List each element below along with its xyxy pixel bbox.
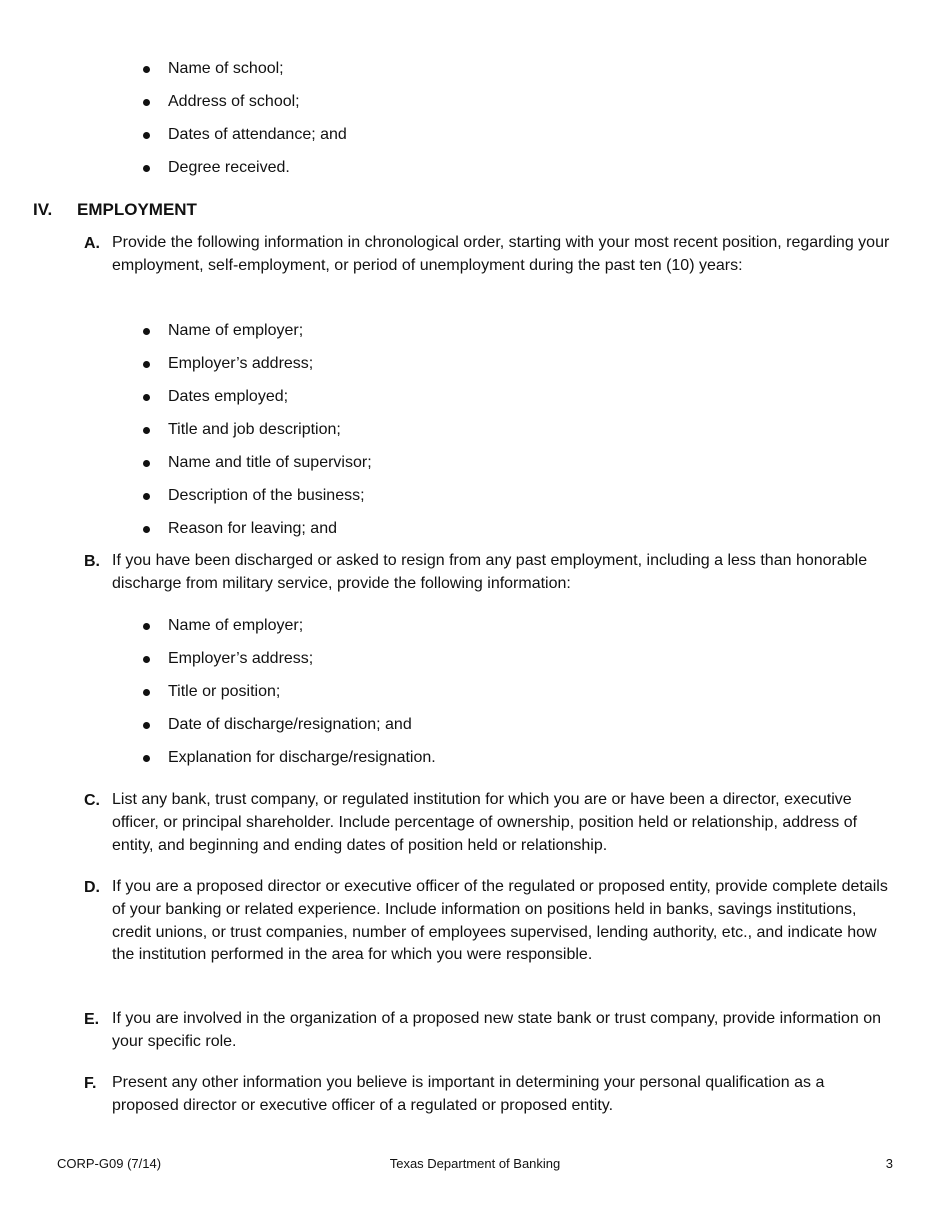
list-item: Name of school; — [0, 58, 950, 80]
footer-agency: Texas Department of Banking — [389, 1156, 561, 1171]
list-item: Degree received. — [0, 157, 950, 179]
bullet-icon — [143, 656, 150, 663]
bullet-icon — [143, 722, 150, 729]
list-item: Dates employed; — [0, 386, 950, 408]
list-item: Employer’s address; — [0, 353, 950, 375]
item-c — [84, 789, 894, 857]
item-b — [84, 550, 894, 596]
item-a — [84, 232, 894, 278]
list-item: Reason for leaving; and — [0, 518, 950, 540]
section-heading — [33, 199, 197, 221]
bullet-icon — [143, 132, 150, 139]
list-item: Address of school; — [0, 91, 950, 113]
item-text: Provide the following information in chronological order, starting with your most recent position, regarding your employment, self-employment, or period of unemployment during the past ten (10) years: — [112, 234, 890, 274]
bullet-icon — [143, 165, 150, 172]
item-e — [84, 1008, 894, 1054]
item-text: List any bank, trust company, or regulated institution for which you are or have been a director, executive officer, or principal shareholder. Include percentage of ownership, position held or relationship, address of entity, and beginning and ending dates of position held or relationship. — [112, 791, 858, 854]
bullet-icon — [143, 99, 150, 106]
item-letter: F. — [84, 1075, 97, 1092]
list-item: Name of employer; — [0, 320, 950, 342]
bullet-icon — [143, 689, 150, 696]
list-item: Dates of attendance; and — [0, 124, 950, 146]
footer-form-id: CORP-G09 (7/14) — [57, 1156, 162, 1171]
item-d — [84, 876, 894, 967]
bullet-icon — [143, 526, 150, 533]
list-item: Title and job description; — [0, 419, 950, 441]
list-item: Description of the business; — [0, 485, 950, 507]
bullet-icon — [143, 755, 150, 762]
bullet-icon — [143, 427, 150, 434]
bullet-icon — [143, 623, 150, 630]
bullet-icon — [143, 460, 150, 467]
employment-details-list — [0, 320, 950, 540]
list-item: Name of employer; — [0, 615, 950, 637]
list-item: Title or position; — [0, 681, 950, 703]
item-letter: A. — [84, 235, 100, 252]
list-item: Employer’s address; — [0, 648, 950, 670]
bullet-icon — [143, 394, 150, 401]
item-text: Present any other information you believe is important in determining your personal qualification as a proposed director or executive officer of a regulated or proposed entity. — [112, 1074, 825, 1114]
bullet-icon — [143, 66, 150, 73]
bullet-icon — [143, 328, 150, 335]
list-item: Explanation for discharge/resignation. — [0, 747, 950, 769]
bullet-icon — [143, 361, 150, 368]
list-item: Date of discharge/resignation; and — [0, 714, 950, 736]
item-text: If you are involved in the organization of a proposed new state bank or trust company, provide information on your specific role. — [112, 1010, 882, 1050]
section-title: EMPLOYMENT — [77, 200, 197, 219]
list-item: Name and title of supervisor; — [0, 452, 950, 474]
item-text: If you have been discharged or asked to resign from any past employment, including a less than honorable discharge from military service, provide the following information: — [112, 552, 868, 592]
item-letter: E. — [84, 1011, 100, 1028]
item-letter: B. — [84, 553, 100, 570]
item-letter: D. — [84, 879, 100, 896]
section-number: IV. — [33, 200, 53, 219]
discharge-details-list — [0, 615, 950, 769]
item-letter: C. — [84, 792, 100, 809]
item-text: If you are a proposed director or executive officer of the regulated or proposed entity, provide complete details of your banking or related experience. Include information on positions held in banks, savings institutions, credit unions, or trust companies, number of employees supervised, lending authority, etc., and indicate how the institution performed in the area for which you were responsible. — [112, 878, 888, 964]
education-details-list — [0, 58, 950, 179]
footer-page-number: 3 — [885, 1156, 893, 1171]
item-f — [84, 1072, 894, 1118]
bullet-icon — [143, 493, 150, 500]
